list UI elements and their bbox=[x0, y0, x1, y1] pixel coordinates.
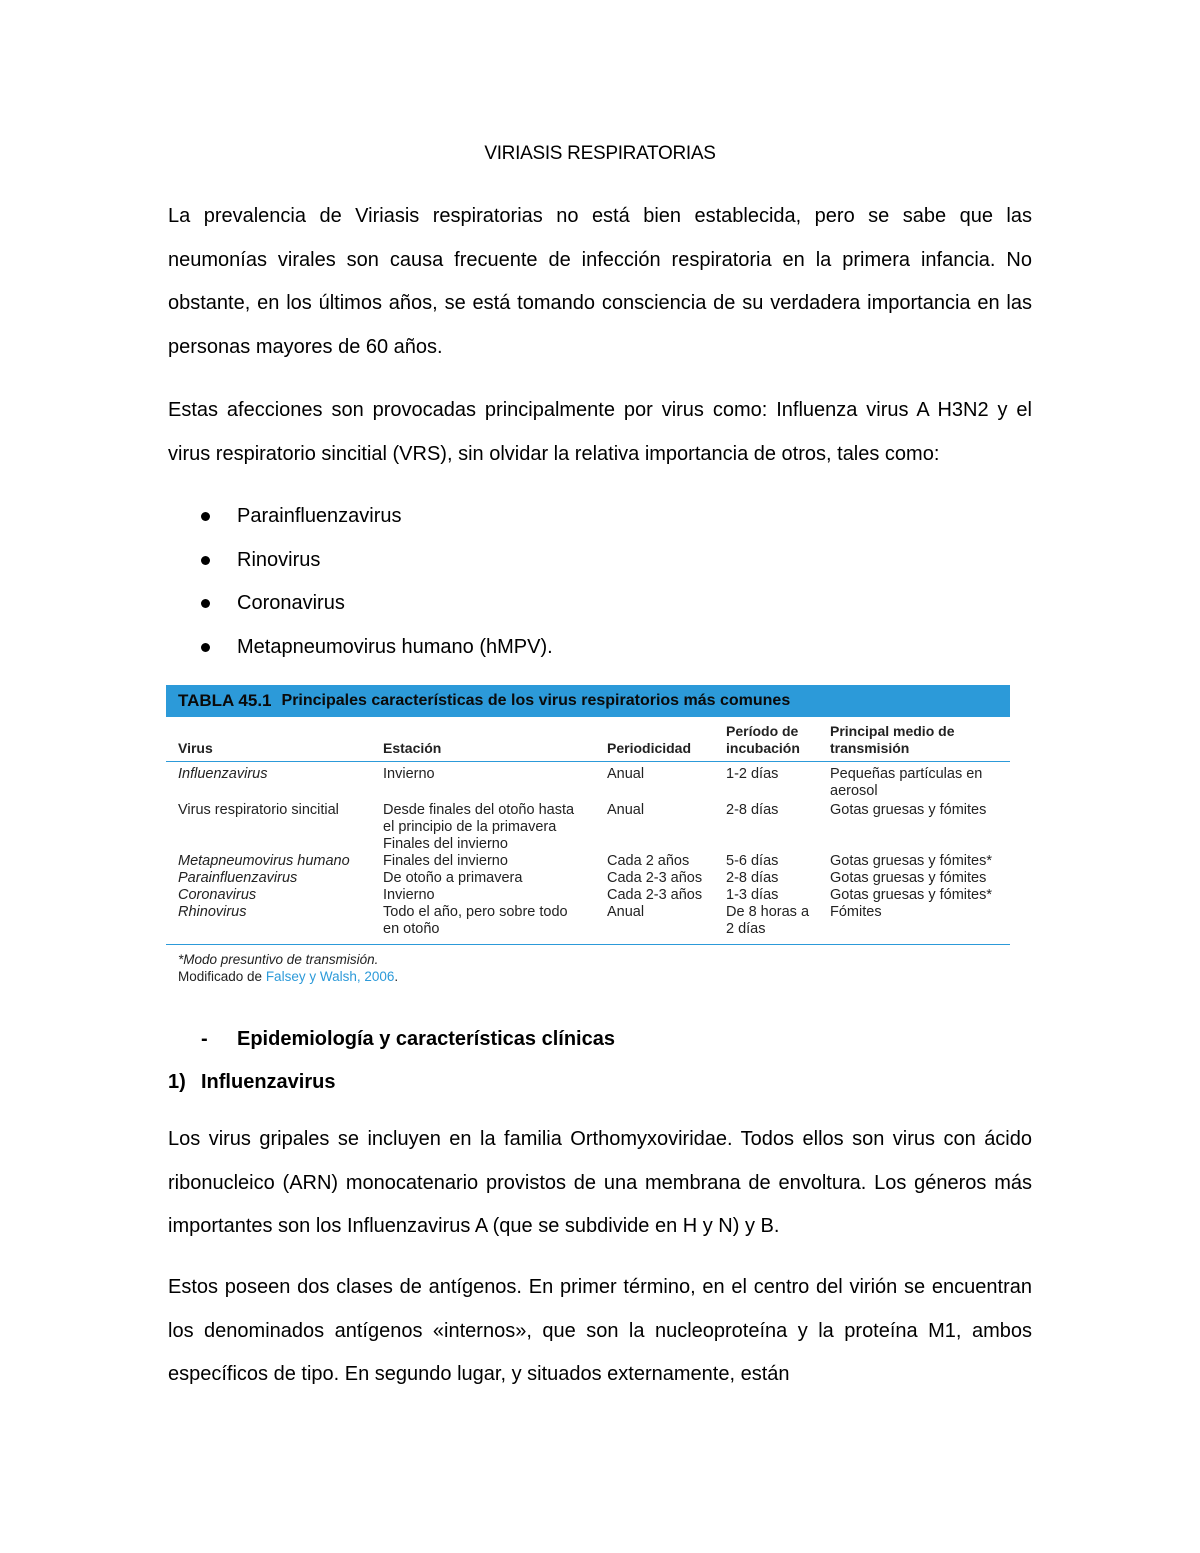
column-header-station: Estación bbox=[383, 740, 442, 756]
subsection-heading bbox=[168, 1061, 335, 1105]
list-item: Rinovirus bbox=[168, 539, 868, 583]
table-bottom-divider bbox=[166, 944, 1010, 945]
table-number: TABLA 45.1 bbox=[178, 691, 272, 710]
document-title: VIRIASIS RESPIRATORIAS bbox=[484, 143, 716, 164]
bullet-icon bbox=[201, 512, 210, 521]
table-row: Influenzavirus Invierno Anual 1-2 días Pequeñas partículas en aerosol bbox=[178, 766, 983, 799]
table-row: Finales del invierno bbox=[383, 836, 508, 852]
list-item: Metapneumovirus humano (hMPV). bbox=[168, 626, 868, 670]
virus-characteristics-table bbox=[166, 717, 1010, 944]
virus-bullet-list bbox=[168, 495, 868, 669]
table-row: Coronavirus Invierno Cada 2-3 años 1-3 días Gotas gruesas y fómites* bbox=[178, 887, 992, 903]
table-title-band bbox=[166, 685, 1010, 717]
table-figure bbox=[166, 685, 1010, 985]
table-source: Modificado de Falsey y Walsh, 2006. bbox=[178, 969, 399, 984]
bullet-icon bbox=[201, 556, 210, 565]
intro-paragraph: La prevalencia de Viriasis respiratorias no está bien establecida, pero se sabe que las neumonías virales son causa frecuente de infección respiratoria en la primera infancia. No obstante, en los últimos años, se está tomando consciencia de su verdadera importancia en las personas mayores de 60 años. bbox=[168, 205, 1032, 358]
column-header-periodicity: Periodicidad bbox=[607, 740, 692, 756]
footnote-text: *Modo presuntivo de transmisión. bbox=[178, 952, 379, 967]
section-heading bbox=[168, 1018, 615, 1062]
table-footnote bbox=[166, 951, 1010, 985]
section-heading-text: Epidemiología y características clínicas bbox=[237, 1028, 615, 1050]
antigens-paragraph: Estos poseen dos clases de antígenos. En primer término, en el centro del virión se encuentran los denominados antígenos «internos», que son la nucleoproteína y la proteína M1, ambos específicos de tipo. En segundo lugar, y situados externamente, están bbox=[168, 1276, 1032, 1385]
column-header-transmission: Principal medio de transmisión bbox=[830, 723, 955, 756]
list-item: Parainfluenzavirus bbox=[168, 495, 868, 539]
bullet-icon bbox=[201, 643, 210, 652]
table-row: Virus respiratorio sincitial Desde finales del otoño hasta el principio de la primavera Anual 2-8 días Gotas gruesas y fómites bbox=[178, 802, 987, 835]
table-header-row bbox=[166, 717, 1010, 761]
section-heading-marker: - bbox=[201, 1028, 208, 1050]
subsection-heading-text: Influenzavirus bbox=[201, 1071, 336, 1093]
causes-paragraph: Estas afecciones son provocadas principalmente por virus como: Influenza virus A H3N2 y el virus respiratorio sincitial (VRS), sin olvidar la relativa importancia de otros, tales como: bbox=[168, 399, 1032, 465]
table-row: Rhinovirus Todo el año, pero sobre todo en otoño Anual De 8 horas a 2 días Fómites bbox=[178, 904, 882, 937]
bullet-icon bbox=[201, 599, 210, 608]
table-row: Parainfluenzavirus De otoño a primavera Cada 2-3 años 2-8 días Gotas gruesas y fómites bbox=[178, 870, 987, 886]
subsection-heading-marker: 1) bbox=[168, 1071, 186, 1093]
influenza-paragraph: Los virus gripales se incluyen en la familia Orthomyxoviridae. Todos ellos son virus con ácido ribonucleico (ARN) monocatenario provistos de una membrana de envoltura. Los géneros más importantes son los Influenzavirus A (que se subdivide en H y N) y B. bbox=[168, 1128, 1032, 1237]
table-row: Metapneumovirus humano Finales del invierno Cada 2 años 5-6 días Gotas gruesas y fómites* bbox=[178, 853, 992, 869]
column-header-incubation: Período de incubación bbox=[726, 723, 800, 756]
source-link[interactable]: Falsey y Walsh, 2006 bbox=[265, 969, 395, 984]
list-item: Coronavirus bbox=[168, 582, 868, 626]
table-caption: Principales características de los virus respiratorios más comunes bbox=[281, 692, 791, 709]
column-header-virus: Virus bbox=[178, 740, 213, 756]
